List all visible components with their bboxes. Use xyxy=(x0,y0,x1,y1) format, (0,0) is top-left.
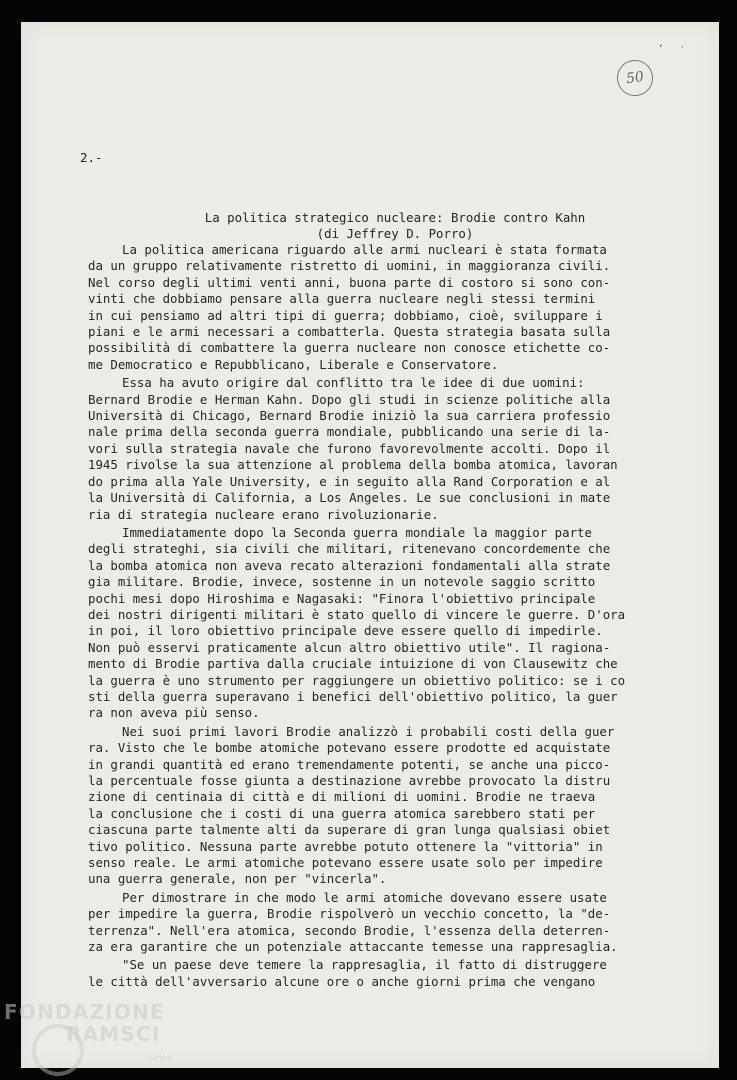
text-line: dei nostri dirigenti militari è stato quello di vincere le guerre. D'ora xyxy=(88,606,626,622)
text-line: la conclusione che i costi di una guerra atomica sarebbero stati per xyxy=(88,805,596,821)
text-line: ria di strategia nucleare erano rivoluzionarie. xyxy=(88,506,439,522)
text-line: pochi mesi dopo Hiroshima e Nagasaki: "Finora l'obiettivo principale xyxy=(88,590,596,606)
paragraph xyxy=(88,242,648,373)
text-line: do prima alla Yale University, e in seguito alla Rand Corporation e al xyxy=(88,473,611,489)
text-line: La politica americana riguardo alle armi nucleari è stata formata xyxy=(122,242,607,257)
paragraph xyxy=(88,375,648,523)
text-line: me Democratico e Repubblicano, Liberale e Conservatore. xyxy=(88,356,499,372)
text-line: la Università di California, a Los Angeles. Le sue conclusioni in mate xyxy=(88,490,611,506)
text-line: senso reale. Le armi atomiche potevano essere usate solo per impedire xyxy=(88,855,603,871)
article-body xyxy=(88,242,648,992)
text-line: piani e le armi necessari a combatterla. Questa strategia basata sulla xyxy=(88,324,611,340)
text-line: vinti che dobbiamo pensare alla guerra nucleare negli stessi termini xyxy=(88,291,596,307)
text-line: "Se un paese deve temere la rappresaglia, il fatto di distruggere xyxy=(122,957,607,973)
text-line: da un gruppo relativamente ristretto di uomini, in maggioranza civili. xyxy=(88,258,611,274)
pencil-marks: ʼ ˑ xyxy=(658,44,686,54)
text-line: per impedire la guerra, Brodie rispolverò un vecchio concetto, la "de- xyxy=(88,906,611,922)
text-line: le città dell'avversario alcune ore o anche giorni prima che vengano xyxy=(88,973,596,989)
article-title xyxy=(60,210,640,242)
text-line: zione di centinaia di città e di milioni di uomini. Brodie ne traeva xyxy=(88,789,596,805)
text-line: Università di Chicago, Bernard Brodie iniziò la sua carriera professio xyxy=(88,408,611,424)
paragraph xyxy=(88,724,648,888)
paragraph xyxy=(88,957,648,990)
watermark-suffix: onlus xyxy=(148,1054,173,1064)
text-line: gia militare. Brodie, invece, sostenne in un notevole saggio scritto xyxy=(88,574,596,590)
text-line: in grandi quantità ed erano tremendamente potenti, se anche una picco- xyxy=(88,756,611,772)
text-line: Nei suoi primi lavori Brodie analizzò i probabili costi della guer xyxy=(122,723,615,739)
stamp-number: 50 xyxy=(625,68,645,88)
text-line: vori sulla strategia navale che furono favorevolmente accolti. Dopo il xyxy=(88,440,611,456)
text-line: Immediatamente dopo la Seconda guerra mondiale la maggior parte xyxy=(122,524,592,540)
text-line: 1945 rivolse la sua attenzione al problema della bomba atomica, lavoran xyxy=(88,457,618,473)
text-line: la percentuale fosse giunta a destinazione avrebbe provocato la distru xyxy=(88,773,611,788)
text-line: in cui pensiamo ad altri tipi di guerra; dobbiamo, cioè, sviluppare i xyxy=(88,307,603,323)
text-line: la bomba atomica non aveva recato alterazioni fondamentali alla strate xyxy=(88,557,611,573)
text-line: Non può esservi praticamente alcun altro obiettivo utile". Il ragiona- xyxy=(88,639,611,655)
text-line: una guerra generale, non per "vincerla". xyxy=(88,871,387,887)
text-line: ra. Visto che le bombe atomiche potevano essere prodotte ed acquistate xyxy=(88,740,611,756)
paragraph xyxy=(88,525,648,722)
text-line: Essa ha avuto origire dal conflitto tra le idee di due uomini: xyxy=(122,375,585,391)
text-line: possibilità di combattere la guerra nucleare non conosce etichette co- xyxy=(88,340,611,356)
title-line: La politica strategico nucleare: Brodie contro Kahn xyxy=(204,210,586,225)
watermark-line2: RAMSCI xyxy=(66,1022,161,1046)
text-line: ciascuna parte talmente alti da superare di gran lunga qualsiasi obiet xyxy=(88,822,611,838)
text-line: za era garantire che un potenziale attaccante temesse una rappresaglia. xyxy=(88,939,618,955)
text-line: sti della guerra superavano i benefici dell'obiettivo politico, la guer xyxy=(88,688,618,704)
page-number: 2.- xyxy=(80,150,103,165)
text-line: Nel corso degli ultimi venti anni, buona parte di costoro si sono con- xyxy=(88,274,611,290)
text-line: nale prima della seconda guerra mondiale, pubblicando una serie di la- xyxy=(88,424,611,440)
text-line: tivo politico. Nessuna parte avrebbe potuto ottenere la "vittoria" in xyxy=(88,838,603,854)
paragraph xyxy=(88,890,648,956)
watermark-line1: FONDAZIONE xyxy=(4,1000,165,1024)
text-line: mento di Brodie partiva dalla cruciale intuizione di von Clausewitz che xyxy=(88,656,618,672)
text-line: la guerra è uno strumento per raggiungere un obiettivo politico: se i co xyxy=(88,672,626,688)
author-line: (di Jeffrey D. Porro) xyxy=(316,226,474,241)
text-line: ra non aveva più senso. xyxy=(88,705,260,721)
text-line: in poi, il loro obiettivo principale deve essere quello di impedirle. xyxy=(88,623,603,639)
text-line: degli strateghi, sia civili che militari, ritenevano concordemente che xyxy=(88,541,611,557)
text-line: Bernard Brodie e Herman Kahn. Dopo gli studi in scienze politiche alla xyxy=(88,391,611,407)
fondazione-gramsci-watermark xyxy=(4,998,204,1076)
text-line: terrenza". Nell'era atomica, secondo Brodie, l'essenza della deterren- xyxy=(88,922,611,938)
text-line: Per dimostrare in che modo le armi atomiche dovevano essere usate xyxy=(122,889,607,905)
